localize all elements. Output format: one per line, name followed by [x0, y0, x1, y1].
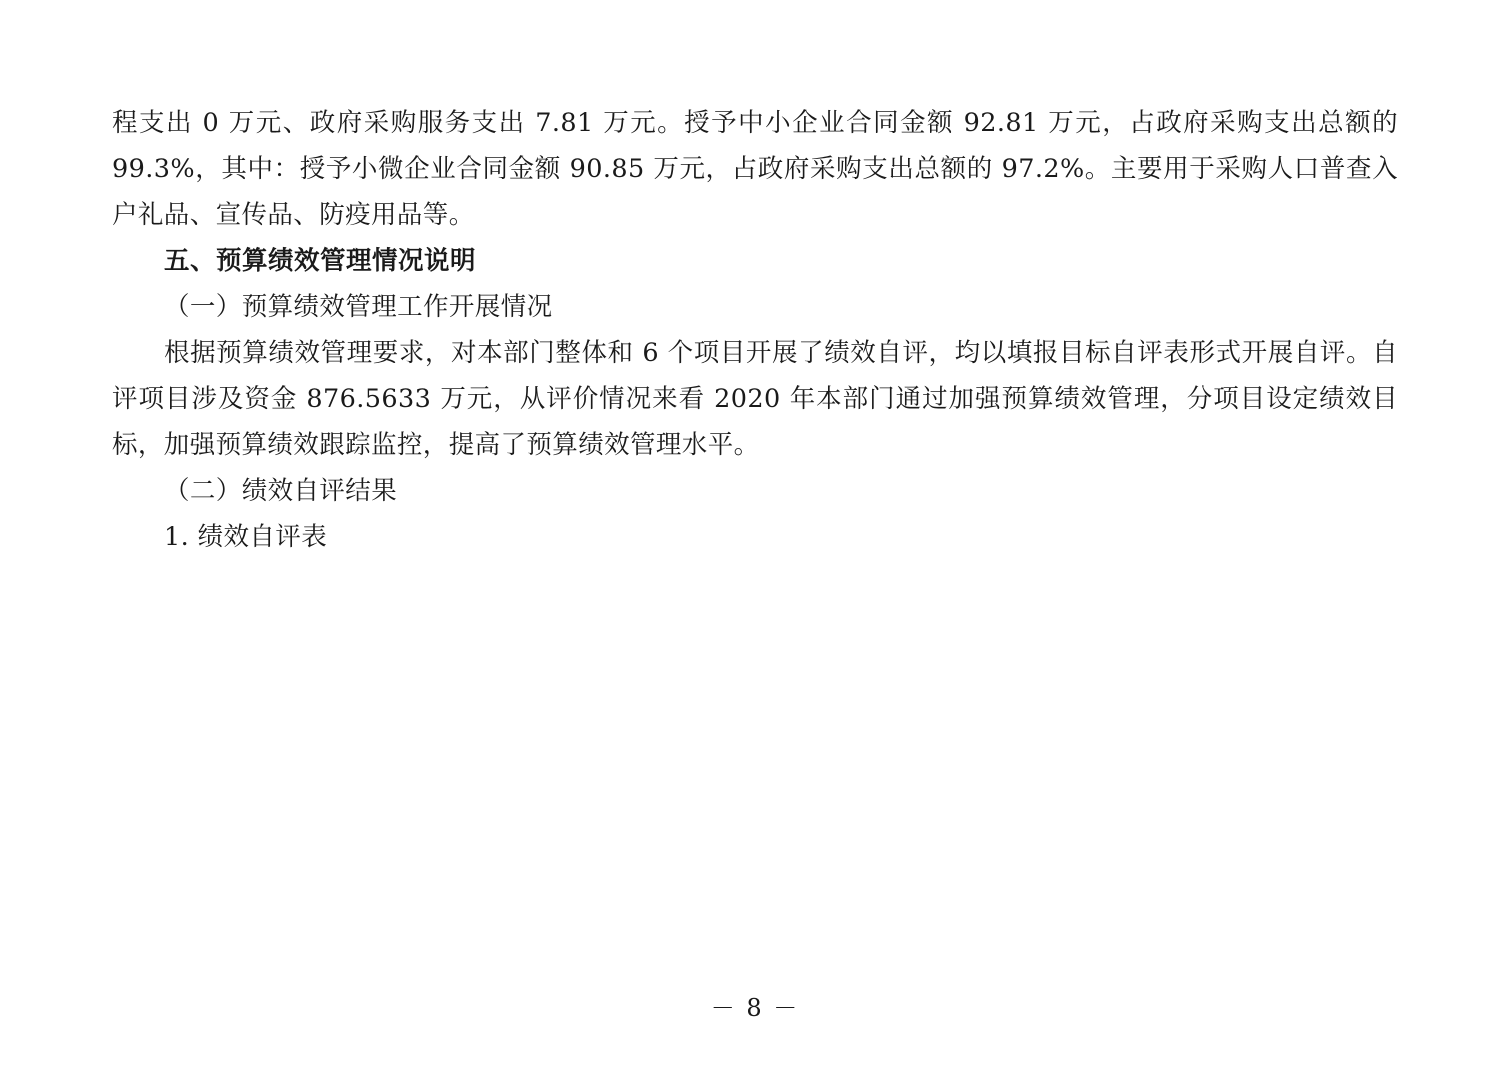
page-number: － 8 － [710, 994, 800, 1022]
document-body [112, 100, 1398, 980]
list-item-self-evaluation-table: 1. 绩效自评表 [164, 522, 328, 552]
paragraph-work-progress-body: 根据预算绩效管理要求，对本部门整体和 6 个项目开展了绩效自评，均以填报目标自评表形式开展自评。自评项目涉及资金 876.5633 万元，从评价情况来看 2020 年本部门通过加强预算绩效管理，分项目设定绩效目标，加强预算绩效跟踪监控，提高了预算绩效管理水平。 [112, 338, 1398, 460]
section-heading-budget-performance: 五、预算绩效管理情况说明 [164, 246, 477, 276]
subsection-title-work-progress: （一）预算绩效管理工作开展情况 [164, 292, 553, 322]
subsection-title-self-evaluation-results: （二）绩效自评结果 [164, 476, 398, 506]
paragraph-procurement-summary: 程支出 0 万元、政府采购服务支出 7.81 万元。授予中小企业合同金额 92.81 万元，占政府采购支出总额的 99.3%，其中：授予小微企业合同金额 90.85 万元，占政府采购支出总额的 97.2%。主要用于采购人口普查入户礼品、宣传品、防疫用品等。 [112, 108, 1398, 230]
blank-content-area [112, 560, 1398, 980]
